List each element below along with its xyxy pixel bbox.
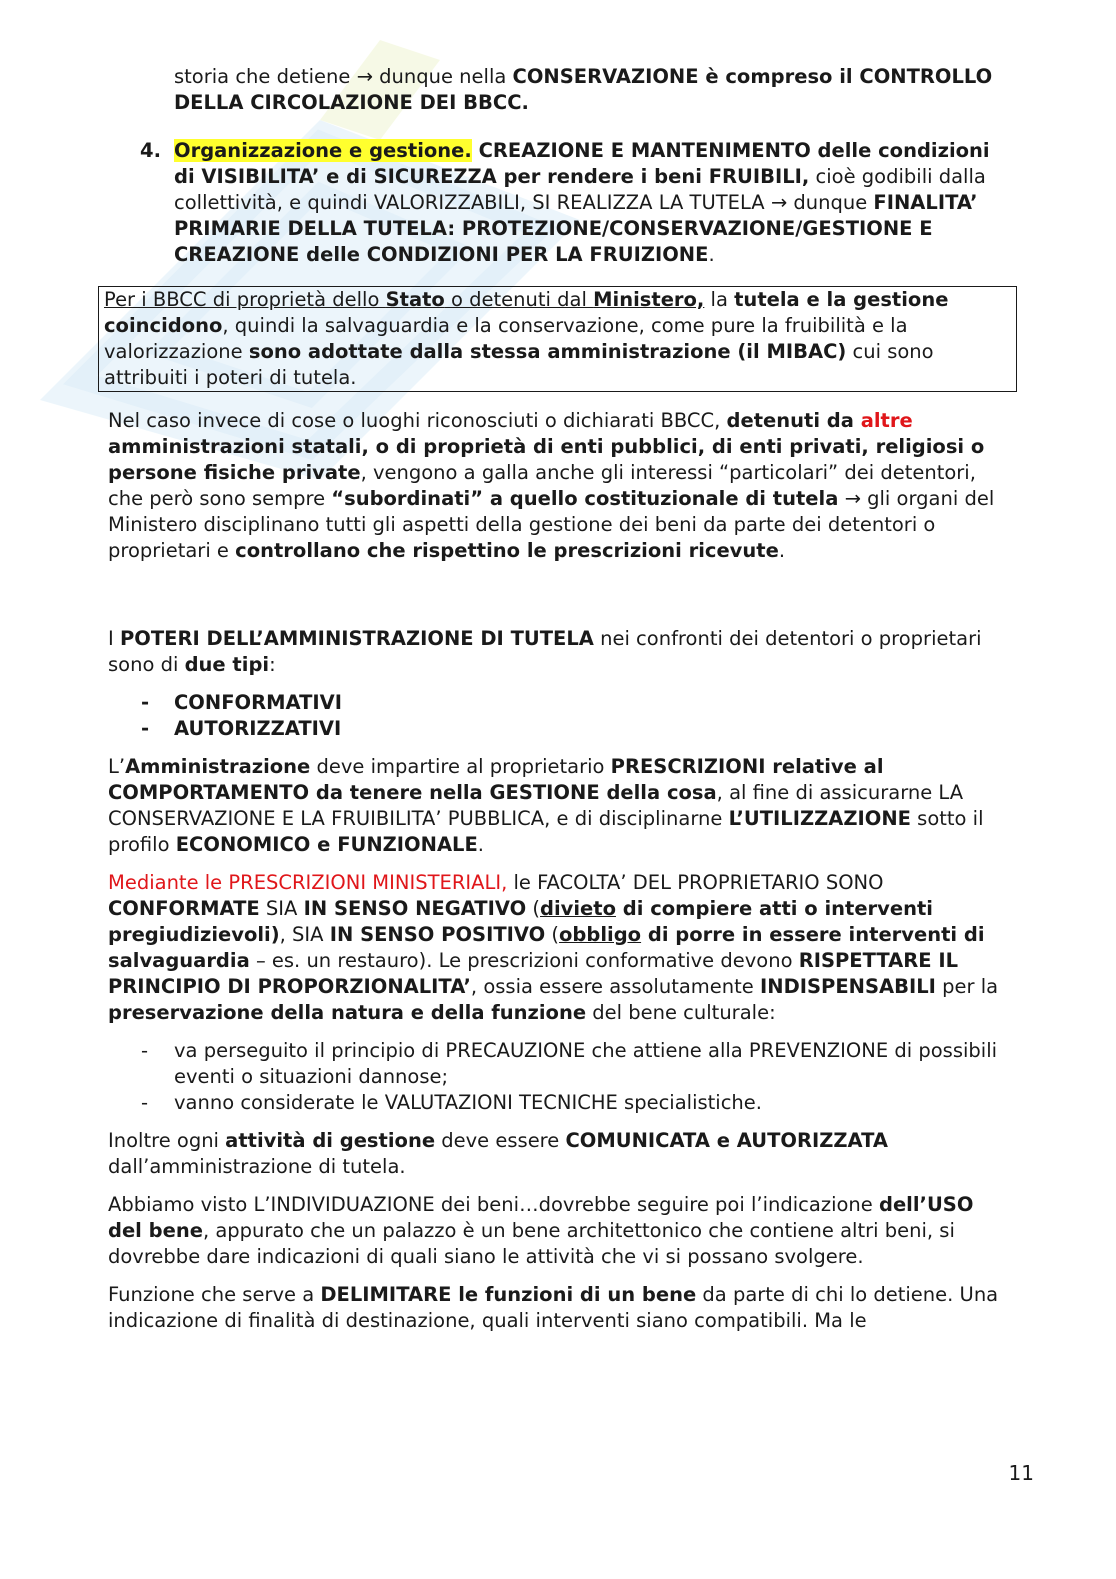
paragraph-caso: Nel caso invece di cose o luoghi riconosciuti o dichiarati BBCC, detenuti da altre amministrazioni statali, o di proprietà di enti pubblici, di enti privati, religiosi o persone fisiche private, vengono a galla anche gli interessi “particolari” dei detentori, che però sono sempre “subordinati” a quello costituzionale di tutela → gli organi del Ministero disciplinano tutti gli aspetti della gestione dei beni da parte dei detentori o proprietari e controllano che rispettino le prescrizioni ricevute. bbox=[108, 409, 995, 562]
paragraph-poteri: I POTERI DELL’AMMINISTRAZIONE DI TUTELA nei confronti dei detentori o proprietari sono di due tipi: bbox=[108, 627, 982, 676]
poteri-list bbox=[108, 690, 1013, 742]
item-heading-highlighted: Organizzazione e gestione. bbox=[174, 139, 472, 162]
paragraph-amministrazione: L’Amministrazione deve impartire al proprietario PRESCRIZIONI relative al COMPORTAMENTO da tenere nella GESTIONE della cosa, al fine di assicurarne LA CONSERVAZIONE E LA FRUIBILITA’ PUBBLICA, e di disciplinarne L’UTILIZZAZIONE sotto il profilo ECONOMICO e FUNZIONALE. bbox=[108, 755, 984, 856]
spacer bbox=[108, 576, 1013, 626]
arrow-right-icon: → bbox=[844, 487, 861, 510]
boxed-note: Per i BBCC di proprietà dello Stato o detenuti dal Ministero, la tutela e la gestione coincidono, quindi la salvaguardia e la conservazione, come pure la fruibilità e la valorizzazione sono adottate dalla stessa amministrazione (il MIBAC) cui sono attribuiti i poteri di tutela. bbox=[98, 286, 1017, 392]
item-number: 4. bbox=[140, 139, 161, 162]
page-number: 11 bbox=[1008, 1461, 1034, 1485]
paragraph-funzione: Funzione che serve a DELIMITARE le funzioni di un bene da parte di chi lo detiene. Una indicazione di finalità di destinazione, quali interventi siano compatibili. Ma le bbox=[108, 1283, 999, 1332]
continuation-paragraph: storia che detiene → dunque nella CONSERVAZIONE è compreso il CONTROLLO DELLA CIRCOLAZIONE DEI BBCC. bbox=[174, 65, 993, 114]
list-item: - va perseguito il principio di PRECAUZIONE che attiene alla PREVENZIONE di possibili eventi o situazioni dannose; bbox=[141, 1039, 998, 1088]
document-page bbox=[104, 64, 1013, 1346]
list-item: - AUTORIZZATIVI bbox=[141, 717, 342, 740]
paragraph-abbiamo: Abbiamo visto L’INDIVIDUAZIONE dei beni…dovrebbe seguire poi l’indicazione dell’USO del bene, appurato che un palazzo è un bene architettonico che contiene altri beni, si dovrebbe dare indicazioni di quali siano le attività che vi si possano svolgere. bbox=[108, 1193, 974, 1268]
paragraph-mediante: Mediante le PRESCRIZIONI MINISTERIALI, le FACOLTA’ DEL PROPRIETARIO SONO CONFORMATE SIA IN SENSO NEGATIVO (divieto di compiere atti o interventi pregiudizievoli), SIA IN SENSO POSITIVO (obbligo di porre in essere interventi di salvaguardia – es. un restauro). Le prescrizioni conformative devono RISPETTARE IL PRINCIPIO DI PROPORZIONALITA’, ossia essere assolutamente INDISPENSABILI per la preservazione della natura e della funzione del bene culturale: bbox=[108, 871, 999, 1024]
list-item-4: 4. Organizzazione e gestione. CREAZIONE E MANTENIMENTO delle condizioni di VISIBILITA’ e di SICUREZZA per rendere i beni FRUIBILI, cioè godibili dalla collettività, e quindi VALORIZZABILI, SI REALIZZA LA TUTELA → dunque FINALITA’ PRIMARIE DELLA TUTELA: PROTEZIONE/CONSERVAZIONE/GESTIONE E CREAZIONE delle CONDIZIONI PER LA FRUIZIONE. bbox=[140, 139, 990, 266]
arrow-right-icon: → bbox=[770, 191, 788, 214]
list-item: - CONFORMATIVI bbox=[141, 691, 343, 714]
list-item: - vanno considerate le VALUTAZIONI TECNICHE specialistiche. bbox=[141, 1091, 762, 1114]
criteri-list bbox=[108, 1038, 1013, 1116]
paragraph-inoltre: Inoltre ogni attività di gestione deve essere COMUNICATA e AUTORIZZATA dall’amministrazione di tutela. bbox=[108, 1129, 888, 1178]
arrow-right-icon: → bbox=[356, 65, 373, 88]
